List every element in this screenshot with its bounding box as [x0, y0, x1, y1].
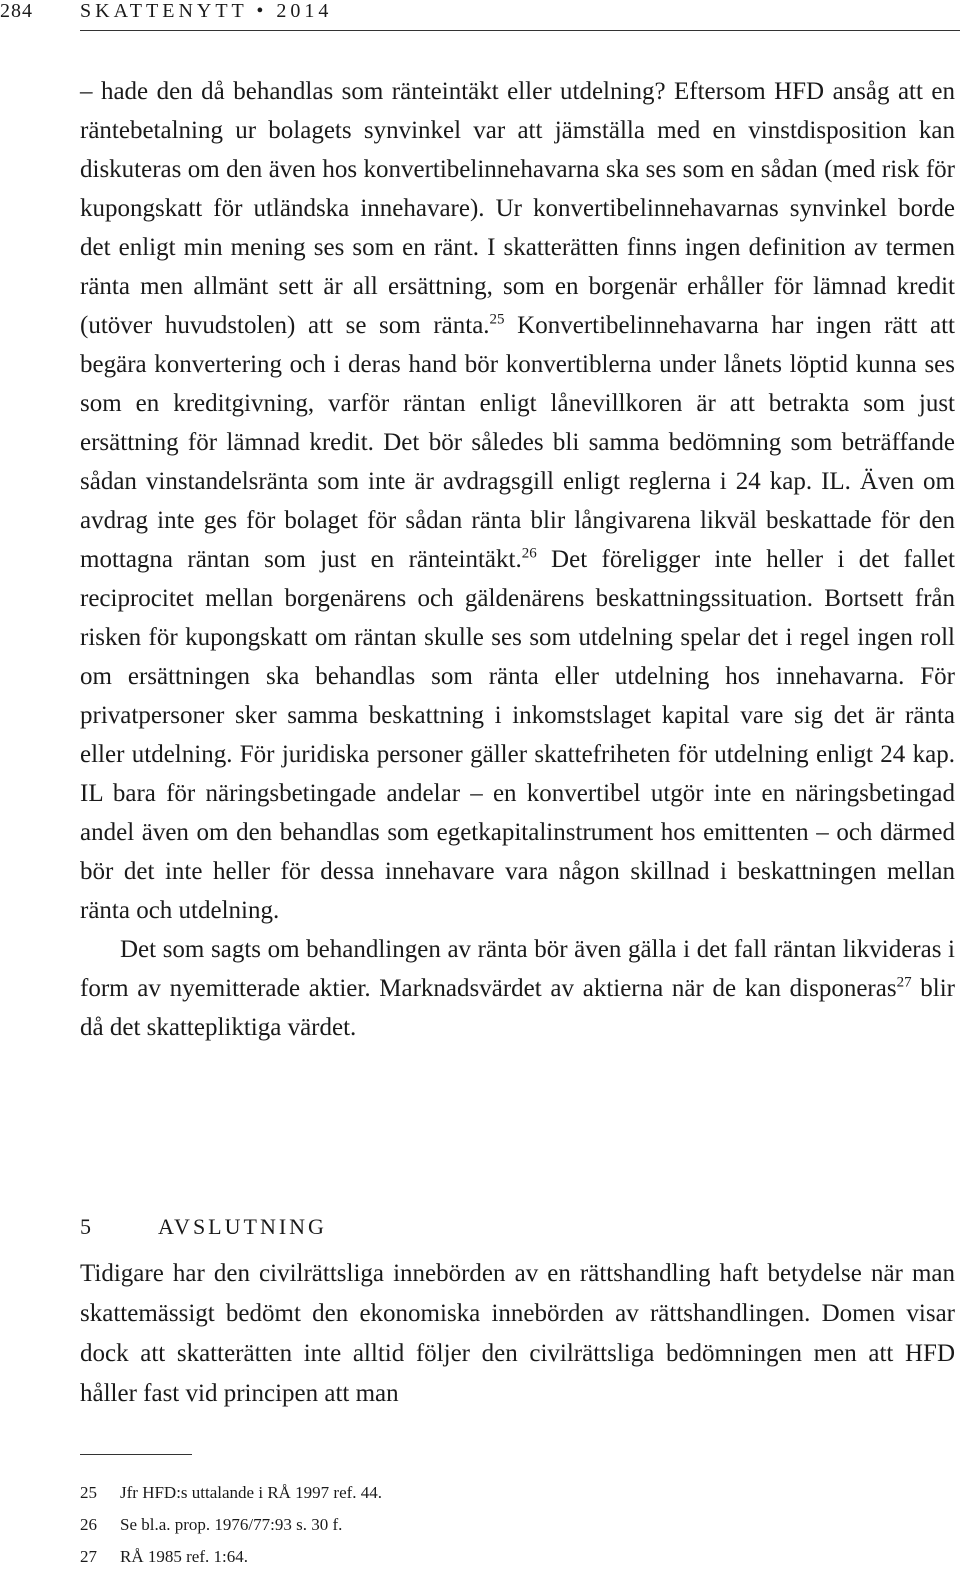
footnote-number: 27 [80, 1547, 97, 1566]
paragraph-2 [80, 930, 955, 1047]
footnote-number: 25 [80, 1483, 97, 1502]
section-title: AVSLUTNING [158, 1214, 327, 1239]
journal-title: SKATTENYTT • 2014 [80, 0, 333, 22]
section-heading [80, 1214, 955, 1240]
footnote-27 [80, 1541, 955, 1573]
footnotes [80, 1477, 955, 1573]
page-number: 284 [0, 0, 33, 22]
footnote-26 [80, 1509, 955, 1541]
footnote-ref-27[interactable]: 27 [896, 974, 912, 991]
footnote-ref-25[interactable]: 25 [489, 311, 505, 328]
paragraph-1-part-a: – hade den då behandlas som ränteintäkt eller utdelning? Eftersom HFD ansåg att en räntebetalning ur bolagets synvinkel var att jämställa med en vinstdisposition kan diskuteras om den även hos konvertibelinnehavarna ska ses som en sådan (med risk för kupongskatt för utländska innehavare). Ur konvertibelinnehavarnas synvinkel borde det enligt min mening ses som en ränt. I skatterätten finns ingen definition av termen ränta men allmänt sett är all ersättning, som en borgenär erhåller för lämnad kredit (utöver huvudstolen) att se som ränta. [80, 78, 955, 339]
header-rule [80, 30, 960, 31]
paragraph-1-part-c: Det föreligger inte heller i det fallet reciprocitet mellan borgenärens och gäldenärens beskattningssituation. Bortsett från risken för kupongskatt om räntan skulle ses som utdelning spelar det i regel ingen roll om ersättningen ska behandlas som ränta eller utdelning hos innehavarna. För privatpersoner sker samma beskattning i inkomstslaget kapital vare sig det är ränta eller utdelning. För juridiska personer gäller skattefriheten för utdelning enligt 24 kap. IL bara för näringsbetingade andelar – en konvertibel utgör inte en näringsbetingad andel även om den behandlas som egetkapitalinstrument hos emittenten – och därmed bör det inte heller för dessa innehavare vara någon skillnad i beskattningen mellan ränta och utdelning. [80, 546, 955, 924]
paragraph-1 [80, 72, 955, 930]
paragraph-2-part-a: Det som sagts om behandlingen av ränta bör även gälla i det fall räntan likvideras i form av nyemitterade aktier. Marknadsvärdet av aktierna när de kan disponeras [80, 936, 955, 1002]
footnote-25 [80, 1477, 955, 1509]
body-text [80, 72, 955, 1047]
section-paragraph: Tidigare har den civilrättsliga innebörden av en rättshandling haft betydelse när man skattemässigt bedömt den ekonomiska innebörden av rättshandlingen. Domen visar dock att skatterätten inte alltid följer den civilrättsliga bedömningen men att HFD håller fast vid principen att man [80, 1260, 955, 1407]
paragraph-2-part-b: blir då det skattepliktiga värdet. [80, 975, 955, 1041]
footnote-text: RÅ 1985 ref. 1:64. [120, 1547, 248, 1566]
page-header [0, 0, 960, 46]
section-body [80, 1254, 955, 1414]
footnote-number: 26 [80, 1515, 97, 1534]
footnote-ref-26[interactable]: 26 [521, 545, 537, 562]
footnote-rule [80, 1454, 192, 1455]
section-number: 5 [80, 1214, 91, 1239]
footnote-text: Se bl.a. prop. 1976/77:93 s. 30 f. [120, 1515, 343, 1534]
paragraph-1-part-b: Konvertibelinnehavarna har ingen rätt att begära konvertering och i deras hand bör konvertiblerna under lånets löptid kunna ses som en kreditgivning, varför räntan enligt lånevillkoren är att betrakta som just ersättning för lämnad kredit. Det bör således bli samma bedömning som beträffande sådan vinstandelsränta som inte är avdragsgill enligt reglerna i 24 kap. IL. Även om avdrag inte ges för bolaget för sådan ränta blir långivarena likväl beskattade för den mottagna räntan som just en ränteintäkt. [80, 312, 955, 573]
footnote-text: Jfr HFD:s uttalande i RÅ 1997 ref. 44. [120, 1483, 383, 1502]
